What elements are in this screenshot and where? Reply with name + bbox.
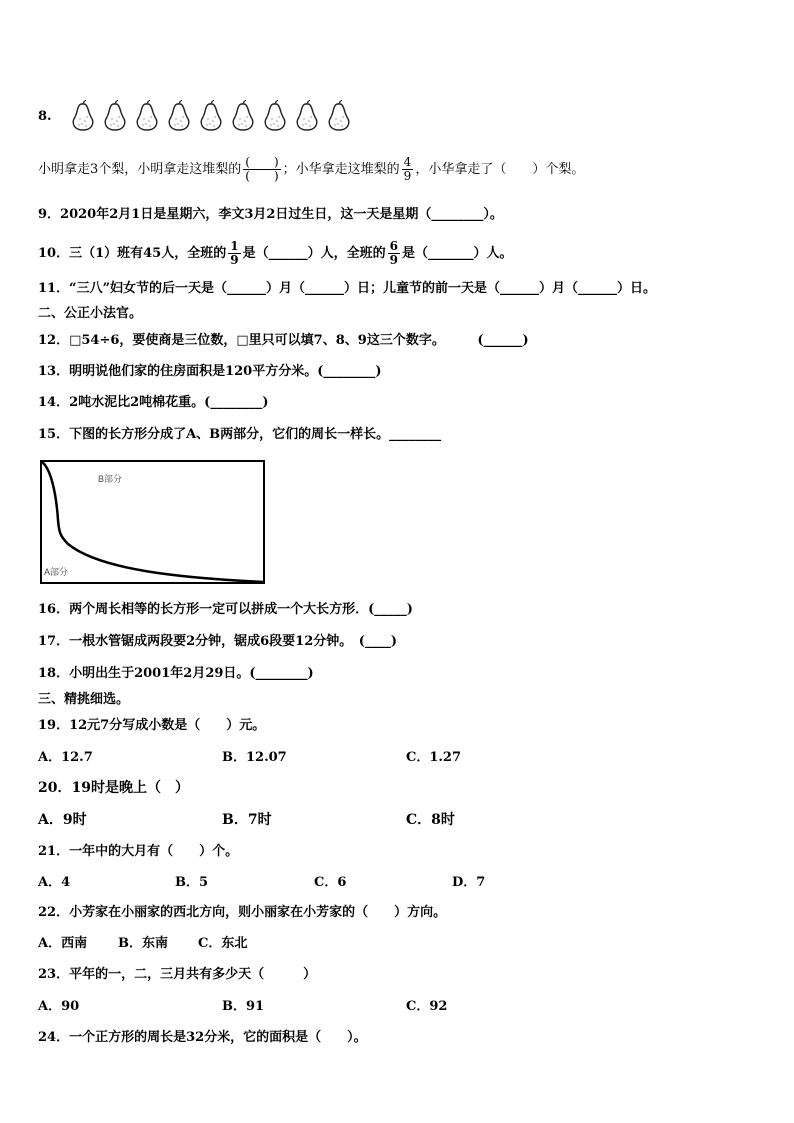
label-part-b: B部分 — [98, 474, 123, 484]
question-10: 10．三（1）班有45人，全班的 $\frac{1}{9}$ 是（______）人，全班的 $\frac{6}{9}$ 是（_______）人。 — [38, 239, 513, 267]
question-17: 17．一根水管锯成两段要2分钟，锯成6段要12分钟。 (____) — [38, 634, 398, 649]
q23-option-a[interactable]: A．90 — [38, 999, 80, 1014]
q21-option-a[interactable]: A．4 — [38, 875, 71, 890]
q19-option-b[interactable]: B．12.07 — [222, 750, 287, 765]
pear-icon — [100, 100, 130, 132]
q22-option-a[interactable]: A．西南 — [38, 936, 88, 951]
rectangle-diagram — [40, 460, 266, 586]
answer-fraction-blank[interactable]: $\frac{( )}{( )}$ — [245, 155, 279, 183]
question-8-text: 小明拿走3个梨，小明拿走这堆梨的 $\frac{( )}{( )}$ ；小华拿走这堆梨的 $\frac{4}{9}$ ，小华拿走了（ ）个梨。 — [38, 155, 585, 183]
fraction-6-9: $\frac{6}{9}$ — [389, 239, 398, 267]
question-8-header — [38, 100, 356, 132]
q20-option-a[interactable]: A．9时 — [38, 812, 87, 828]
question-23: 23．平年的一，二，三月共有多少天（ ） — [38, 967, 317, 982]
label-part-a: A部分 — [44, 567, 69, 577]
dividing-curve — [42, 462, 264, 582]
q20-option-b[interactable]: B．7时 — [222, 812, 272, 828]
question-20: 20．19时是晚上（ ） — [38, 780, 189, 796]
q19-option-a[interactable]: A．12.7 — [38, 750, 93, 765]
pear-row — [68, 109, 356, 124]
question-19: 19．12元7分写成小数是（ ）元。 — [38, 718, 266, 733]
question-9: 9．2020年2月1日是星期六，李文3月2日过生日，这一天是星期（________）。 — [38, 207, 503, 222]
pear-icon — [68, 100, 98, 132]
question-12: 12．□54÷6，要使商是三位数，□里只可以填7、8、9这三个数字。 (______) — [38, 333, 529, 348]
q19-option-c[interactable]: C．1.27 — [406, 750, 462, 765]
question-number: 8. — [38, 108, 52, 124]
q21-option-b[interactable]: B．5 — [175, 875, 209, 890]
question-14: 14．2吨水泥比2吨棉花重。(________) — [38, 395, 269, 410]
q23-option-c[interactable]: C．92 — [406, 999, 448, 1014]
section-3-heading: 三、精挑细选。 — [38, 692, 130, 707]
question-13: 13．明明说他们家的住房面积是120平方分米。(________) — [38, 364, 382, 379]
question-15: 15．下图的长方形分成了A、B两部分，它们的周长一样长。________ — [38, 427, 442, 442]
question-18: 18．小明出生于2001年2月29日。(________) — [38, 666, 314, 681]
fraction-1-9: $\frac{1}{9}$ — [230, 239, 239, 267]
question-16: 16．两个周长相等的长方形一定可以拼成一个大长方形．(_____) — [38, 602, 413, 617]
pear-icon — [132, 100, 162, 132]
pear-icon — [164, 100, 194, 132]
pear-icon — [292, 100, 322, 132]
question-24: 24．一个正方形的周长是32分米，它的面积是（ ）。 — [38, 1030, 367, 1045]
q20-option-c[interactable]: C．8时 — [406, 812, 455, 828]
rectangle-border — [41, 461, 264, 583]
q23-option-b[interactable]: B．91 — [222, 999, 265, 1014]
question-22: 22．小芳家在小丽家的西北方向，则小丽家在小芳家的（ ）方向。 — [38, 905, 447, 920]
question-21: 21．一年中的大月有（ ）个。 — [38, 844, 239, 859]
pear-icon — [196, 100, 226, 132]
section-2-heading: 二、公正小法官。 — [38, 306, 143, 321]
question-11: 11．“三八”妇女节的后一天是（______）月（______）日；儿童节的前一天是（______）月（______）日。 — [38, 281, 657, 296]
q22-option-c[interactable]: C．东北 — [198, 936, 248, 951]
pear-icon — [228, 100, 258, 132]
pear-icon — [260, 100, 290, 132]
pear-icon — [324, 100, 354, 132]
q22-option-b[interactable]: B．东南 — [118, 936, 168, 951]
q21-option-d[interactable]: D．7 — [452, 875, 486, 890]
fraction-4-9: $\frac{4}{9}$ — [403, 155, 412, 183]
q21-option-c[interactable]: C．6 — [314, 875, 347, 890]
